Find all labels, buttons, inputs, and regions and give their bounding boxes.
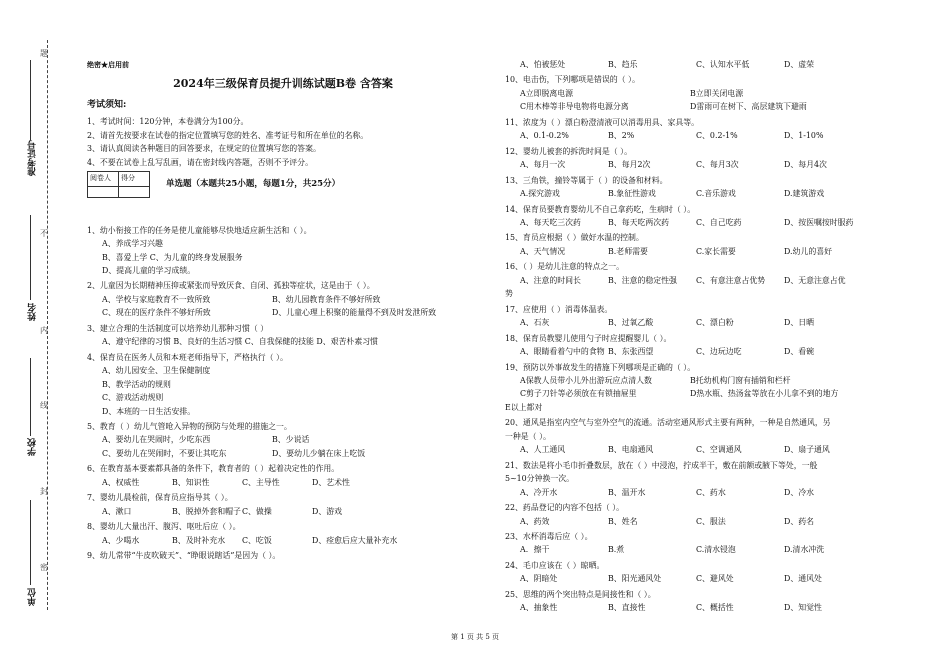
option-row: [505, 515, 925, 528]
exam-number-field[interactable]: [30, 60, 31, 140]
seal-char: 题: [40, 49, 48, 58]
option-row: [505, 87, 925, 100]
option: A、抽象性: [520, 603, 558, 613]
notice-item: 3、请认真阅读各种题目的回答要求，在规定的位置填写您的答案。: [87, 144, 321, 154]
option: A、天气情况: [520, 246, 566, 256]
section-heading: 单选题（本题共25小题，每题1分，共25分）: [166, 178, 341, 189]
seal-char: 密: [40, 563, 48, 572]
question-stem: 6、在教育基本要素都具备的条件下，教育者的（ ）起着决定性的作用。: [87, 464, 340, 474]
score-label: 得分: [119, 172, 150, 186]
option: A、每天吃三次药: [520, 217, 581, 227]
option: D、扇子通风: [784, 445, 830, 455]
question-stem-cont: 一种是（ ）。: [505, 431, 551, 441]
option: B、温开水: [608, 487, 646, 497]
option: C、空调通风: [696, 445, 742, 455]
question-stem: 23、水杯消毒后应（ ）。: [505, 531, 593, 541]
option-row: [505, 216, 925, 229]
option: B、电扇通风: [608, 445, 654, 455]
option: B、直接性: [608, 603, 646, 613]
option: A.探究游戏: [520, 189, 560, 199]
option-row: [505, 58, 925, 71]
option: B.象征性游戏: [608, 189, 656, 199]
score-cell[interactable]: [119, 186, 150, 197]
option-row: [505, 601, 925, 614]
question-stem: 13、三角铁，撞铃等属于（ ）的设备和材料。: [505, 175, 668, 185]
question-stem: 2、儿童因为长期精神压抑或紧张而导致厌食、自闭、孤独等症状，这是由于（ ）。: [87, 281, 375, 291]
question-stem: 11、浓度为（ ）漂白粉澄清液可以消毒用具、家具等。: [505, 117, 700, 127]
option: D、1-10%: [784, 131, 824, 141]
option-row: [87, 447, 479, 460]
unit-field[interactable]: [30, 500, 31, 585]
question-stem: 22、药品登记的内容不包括（ ）。: [505, 503, 625, 513]
notice-item: 4、不要在试卷上乱写乱画，请在密封线内答题，否则不予评分。: [87, 157, 313, 167]
seal-char: 线: [40, 401, 48, 410]
option-row: [505, 374, 925, 387]
option-row: [87, 293, 479, 306]
page-title: 2024年三级保育员提升训练试题B卷 含答案: [173, 77, 393, 91]
option: B、东张西望: [608, 347, 654, 357]
option-line: C、游戏活动规则: [102, 393, 164, 403]
option-row: [505, 316, 925, 329]
option: B、每月2次: [608, 160, 651, 170]
reviewer-cell[interactable]: [88, 186, 119, 197]
option: C、认知水平低: [696, 60, 750, 69]
score-box: [87, 171, 479, 197]
option: D、通风处: [784, 574, 822, 584]
option: A、阴暗处: [520, 574, 558, 584]
option: D、每月4次: [784, 160, 827, 170]
score-table: [87, 171, 150, 197]
question-stem: 18、保育员教婴儿使用勺子时应提醒婴儿（ ）。: [505, 333, 672, 343]
option: A、石灰: [520, 318, 550, 328]
option: C、服法: [696, 516, 726, 526]
question-stem: 15、育员应根据（ ）做好水温的控制。: [505, 233, 644, 243]
option: C、避风处: [696, 574, 734, 584]
option: D热水瓶、热汤盆等放在小儿拿不到的地方: [690, 389, 839, 399]
page-footer: 第 1 页 共 5 页: [450, 633, 500, 641]
option: D.清水冲洗: [784, 545, 825, 555]
question-stem: 5、教育（ ）幼儿气管呛入异物的预防与处理的措施之一。: [87, 421, 292, 431]
option: C用木棒等非导电物将电源分离: [520, 102, 629, 112]
question-stem: 1、幼小衔接工作的任务是使儿童能够尽快地适应新生活和（ ）。: [87, 225, 312, 235]
option: C、要幼儿在哭闹时，不要让其吃东: [102, 448, 227, 458]
option: C、有意注意占优势: [696, 275, 766, 285]
option: A、0.1-0.2%: [520, 131, 569, 141]
option: D雷雨可在树下、高层建筑下避雨: [690, 102, 807, 112]
option: A、要幼儿在哭闹时，少吃东西: [102, 435, 211, 445]
option: C、边玩边吃: [696, 347, 742, 357]
exam-number-label: 准考证号: [28, 140, 38, 176]
option: D.建筑游戏: [784, 189, 825, 199]
option: A、注意的时间长: [520, 275, 581, 285]
name-field[interactable]: [30, 215, 31, 300]
option: D、痊愈后应大量补充水: [312, 535, 398, 545]
secret-mark: 绝密★启用前: [87, 60, 129, 69]
option-row: [505, 345, 925, 358]
option-line: B、教学活动的规则: [102, 379, 171, 389]
option: C.家长需要: [696, 246, 736, 256]
question-stem: 25、思维的两个突出特点是间接性和（ ）。: [505, 589, 656, 599]
question-stem: 24、毛巾应该在（ ）晾晒。: [505, 560, 605, 570]
option: C剪子刀针等必须放在有锁抽屉里: [520, 389, 637, 399]
question-tail: 势: [505, 289, 513, 299]
option: C.音乐游戏: [696, 189, 736, 199]
question-stem: 19、预防以外事故发生的措施下列哪项是正确的（ ）。: [505, 362, 696, 372]
option-line: A、遵守纪律的习惯 B、良好的生活习惯 C、自我保健的技能 D、艰苦朴素习惯: [102, 337, 378, 347]
option: B、每天吃两次药: [608, 217, 670, 227]
question-stem: 20、通风是指室内空气与室外空气的流通。活动室通风形式主要有两种，一种是自然通风，另: [505, 418, 831, 428]
option: C、自己吃药: [696, 217, 742, 227]
option: A、人工通风: [520, 445, 566, 455]
option: A、冷开水: [520, 487, 558, 497]
option: C、漂白粉: [696, 318, 734, 328]
question-stem: 10、电击伤，下列哪项是错误的（ ）。: [505, 75, 640, 85]
option-row: [505, 443, 925, 456]
option: B、姓名: [608, 516, 638, 526]
option-row: [87, 476, 479, 489]
seal-char: 封: [40, 487, 48, 496]
question-stem: 3、建立合理的生活制度可以培养幼儿那种习惯（ ）: [87, 323, 269, 333]
option: A、学校与家庭教育不一致所致: [102, 294, 211, 304]
option-row: [87, 534, 479, 547]
option: C、每月3次: [696, 160, 739, 170]
question-stem: 21、数法是将小毛巾折叠数层，放在（ ）中浸泡，拧成半干，敷在前额或腋下等处，一般: [505, 460, 818, 470]
question-stem: 14、保育员要教育婴幼儿不自己拿药吃，生病时（ ）。: [505, 204, 696, 214]
option-line: A、幼儿园安全、卫生保健制度: [102, 366, 211, 376]
option: A、药效: [520, 516, 550, 526]
option: C、做操: [242, 506, 272, 516]
option: A、漱口: [102, 506, 132, 516]
option: A、怕被惩处: [520, 60, 566, 69]
right-question-list: [505, 58, 925, 615]
option: C、0.2-1%: [696, 131, 738, 141]
binding-margin: [0, 0, 72, 671]
option: B托幼机构门窗有插销和栏杆: [690, 375, 791, 385]
option-row: [505, 486, 925, 499]
option: D、知觉性: [784, 603, 822, 613]
seal-char: 不: [40, 229, 48, 238]
option: B、注意的稳定性强: [608, 275, 677, 285]
option: D、药名: [784, 516, 814, 526]
question-stem: 4、保育员在医务人员和本班老师指导下，严格执行（ ）。: [87, 352, 288, 362]
notice-item: 2、请首先按要求在试卷的指定位置填写您的姓名、准考证号和所在单位的名称。: [87, 130, 369, 140]
option: D、冷水: [784, 487, 814, 497]
option: C、概括性: [696, 603, 734, 613]
notice-heading: 考试须知:: [87, 99, 127, 110]
option-row: [505, 129, 925, 142]
question-stem: 12、婴幼儿被套的拆洗时间是（ ）。: [505, 146, 632, 156]
option-row: [505, 100, 925, 113]
question-stem: 8、婴幼儿大量出汗、腹泻、呕吐后应（ ）。: [87, 522, 241, 532]
option-row: [505, 572, 925, 585]
option: B、少说话: [272, 435, 310, 445]
option: B立即关闭电源: [690, 88, 744, 98]
school-field[interactable]: [30, 358, 31, 436]
option: B.老师需要: [608, 246, 648, 256]
option: B、过氧乙酸: [608, 318, 654, 328]
option: D、游戏: [312, 506, 342, 516]
question-stem: 17、应使用（ ）消毒体温表。: [505, 304, 613, 314]
option: D、儿童心理上积聚的能量得不到及时发泄所致: [272, 308, 437, 318]
option-line: D、提高儿童的学习成绩。: [102, 265, 196, 275]
option: D、按医嘱按时服药: [784, 217, 854, 227]
option: A保教人员带小儿外出游玩应点清人数: [520, 375, 652, 385]
option: C、药水: [696, 487, 726, 497]
seal-char: 内: [40, 326, 48, 335]
option-row: [505, 158, 925, 171]
left-column: [87, 58, 479, 563]
unit-label: 单位: [28, 588, 38, 606]
option: C、主导性: [242, 477, 280, 487]
option: D、虚荣: [784, 60, 814, 69]
option-row: [505, 387, 925, 400]
option: A立即脱离电源: [520, 88, 574, 98]
option: A、每月一次: [520, 160, 566, 170]
option: B、脱掉外套和帽子: [172, 506, 241, 516]
reviewer-label: 阅卷人: [88, 172, 119, 186]
option-row: [87, 306, 479, 319]
notice-item: 1、考试时间：120分钟，本卷满分为100分。: [87, 117, 249, 127]
option-row: [87, 505, 479, 518]
option: B、阳光通风处: [608, 574, 662, 584]
option: A、权威性: [102, 477, 140, 487]
option: B、趋乐: [608, 60, 638, 69]
school-label: 学校: [28, 438, 38, 456]
option: D、无意注意占优: [784, 275, 846, 285]
option: D.幼儿的喜好: [784, 246, 833, 256]
option: C.清水锓泡: [696, 545, 736, 555]
name-label: 姓名: [28, 303, 38, 321]
option: B、幼儿园教育条件不够好所致: [272, 294, 381, 304]
question-stem: 9、幼儿常带“牛皮吹破天”、“睁眼说瞎话”是因为（ ）。: [87, 551, 281, 561]
option: A、眼睛看着勺中的食物: [520, 347, 605, 357]
option-row: [505, 543, 925, 556]
option: D、要幼儿少躺在床上吃饭: [272, 448, 366, 458]
option: B.煮: [608, 545, 625, 555]
option: B、2%: [608, 131, 635, 141]
option: D、看碗: [784, 347, 814, 357]
question-stem: 16、（ ）是幼儿注意的特点之一。: [505, 262, 625, 272]
option-row: [505, 187, 925, 200]
option-row: [505, 245, 925, 258]
option-line: B、喜爱上学 C、为儿童的终身发展服务: [102, 252, 243, 262]
option-row: [87, 433, 479, 446]
option-line: A、养成学习兴趣: [102, 239, 163, 249]
left-question-list: [87, 224, 479, 563]
right-column: [505, 58, 925, 615]
option: B、及时补充水: [172, 535, 226, 545]
option: A、少喝水: [102, 535, 140, 545]
option-row: [505, 274, 925, 287]
option: D、日晒: [784, 318, 814, 328]
option: B、知识性: [172, 477, 210, 487]
option: C、吃饭: [242, 535, 272, 545]
option: D、艺术性: [312, 477, 350, 487]
option-line: D、本班的一日生活安排。: [102, 406, 196, 416]
option: A．擦干: [520, 545, 550, 555]
question-stem-cont: 5~10分钟换一次。: [505, 474, 575, 484]
option: C、现在的医疗条件不够好所致: [102, 308, 211, 318]
question-tail: E以上都对: [505, 402, 543, 412]
question-stem: 7、婴幼儿晨检前，保育员应指导其（ ）。: [87, 493, 233, 503]
